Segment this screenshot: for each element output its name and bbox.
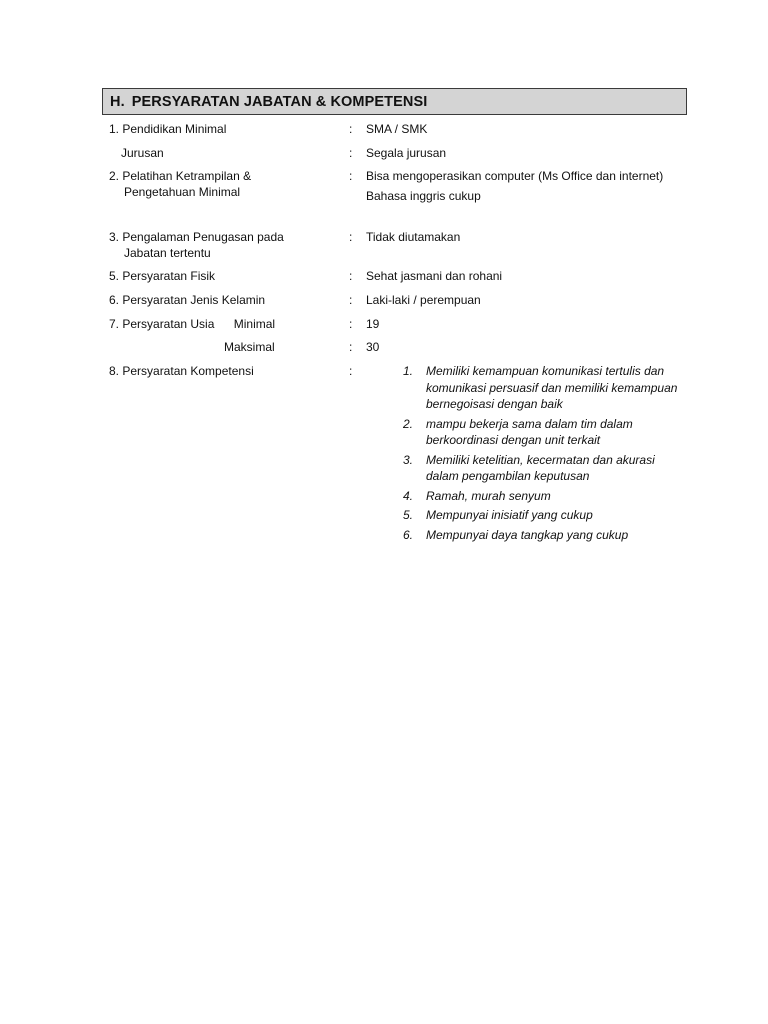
requirements-list	[109, 121, 689, 546]
row-value	[366, 363, 689, 546]
list-item-number: 5.	[403, 508, 414, 522]
row-label: 1. Pendidikan Minimal	[109, 122, 227, 136]
list-item	[403, 527, 689, 544]
row-value: Segala jurusan	[366, 146, 447, 160]
list-item	[403, 507, 689, 524]
row-value: SMA / SMK	[366, 122, 428, 136]
row-label: Jurusan	[121, 146, 164, 160]
list-item	[403, 416, 689, 449]
row-kompetensi	[109, 363, 689, 546]
row-colon: :	[349, 146, 353, 160]
row-usia-maksimal	[109, 339, 689, 363]
row-label-line2: Jabatan tertentu	[124, 246, 211, 260]
row-pendidikan	[109, 121, 689, 145]
competency-list	[366, 363, 689, 543]
list-item	[403, 488, 689, 505]
list-item-text: Ramah, murah senyum	[426, 488, 551, 503]
section-title: PERSYARATAN JABATAN & KOMPETENSI	[131, 93, 428, 110]
row-colon: :	[349, 293, 353, 307]
row-value: 30	[366, 340, 380, 354]
section-letter: H.	[110, 93, 125, 110]
row-label: 6. Persyaratan Jenis Kelamin	[109, 293, 266, 307]
row-value: Laki-laki / perempuan	[366, 293, 481, 307]
row-kelamin	[109, 292, 689, 316]
list-item-number: 2.	[403, 416, 414, 431]
row-value: Sehat jasmani dan rohani	[366, 269, 503, 283]
list-item-text: Memiliki ketelitian, kecermatan dan akurasi dalam pengambilan keputusan	[426, 452, 655, 483]
row-label	[109, 168, 349, 200]
list-item-text: Mempunyai inisiatif yang cukup	[426, 508, 593, 522]
list-item-number: 3.	[403, 452, 414, 467]
row-value: 19	[366, 317, 380, 331]
row-label-line1: 2. Pelatihan Ketrampilan &	[109, 169, 252, 183]
row-label: 8. Persyaratan Kompetensi	[109, 364, 254, 378]
row-fisik	[109, 268, 689, 292]
row-colon: :	[349, 230, 353, 244]
row-label-line2: Pengetahuan Minimal	[124, 185, 241, 199]
row-label	[109, 316, 349, 332]
list-item	[403, 452, 689, 485]
list-item-number: 1.	[403, 364, 414, 378]
list-item-text: mampu bekerja sama dalam tim dalam berkoordinasi dengan unit terkait	[426, 416, 633, 447]
list-item-number: 6.	[403, 527, 414, 542]
row-usia-minimal	[109, 316, 689, 339]
row-label-line1: 3. Pengalaman Penugasan pada	[109, 230, 284, 244]
row-jurusan	[109, 145, 689, 168]
row-value-line1: Bisa mengoperasikan computer (Ms Office dan internet)	[366, 169, 664, 183]
row-label	[109, 229, 349, 261]
row-pengalaman	[109, 229, 689, 268]
row-value-line2: Bahasa inggris cukup	[366, 189, 481, 203]
row-pelatihan	[109, 168, 689, 229]
row-colon: :	[349, 269, 353, 283]
row-value	[366, 168, 689, 204]
row-label: Maksimal	[224, 340, 275, 354]
row-colon: :	[349, 317, 353, 331]
row-colon: :	[349, 340, 353, 354]
row-label-main: 7. Persyaratan Usia	[109, 317, 215, 331]
row-colon: :	[349, 364, 353, 378]
list-item-text: Memiliki kemampuan komunikasi tertulis dan komunikasi persuasif dan memiliki kemampuan bernegoisasi dengan baik	[426, 364, 678, 411]
list-item-number: 4.	[403, 488, 414, 503]
row-label-minimal: Minimal	[233, 317, 276, 331]
row-value: Tidak diutamakan	[366, 230, 461, 244]
list-item	[403, 363, 689, 413]
row-label: 5. Persyaratan Fisik	[109, 269, 216, 283]
section-header	[102, 88, 687, 115]
list-item-text: Mempunyai daya tangkap yang cukup	[426, 527, 629, 542]
row-colon: :	[349, 169, 353, 183]
row-colon: :	[349, 122, 353, 136]
